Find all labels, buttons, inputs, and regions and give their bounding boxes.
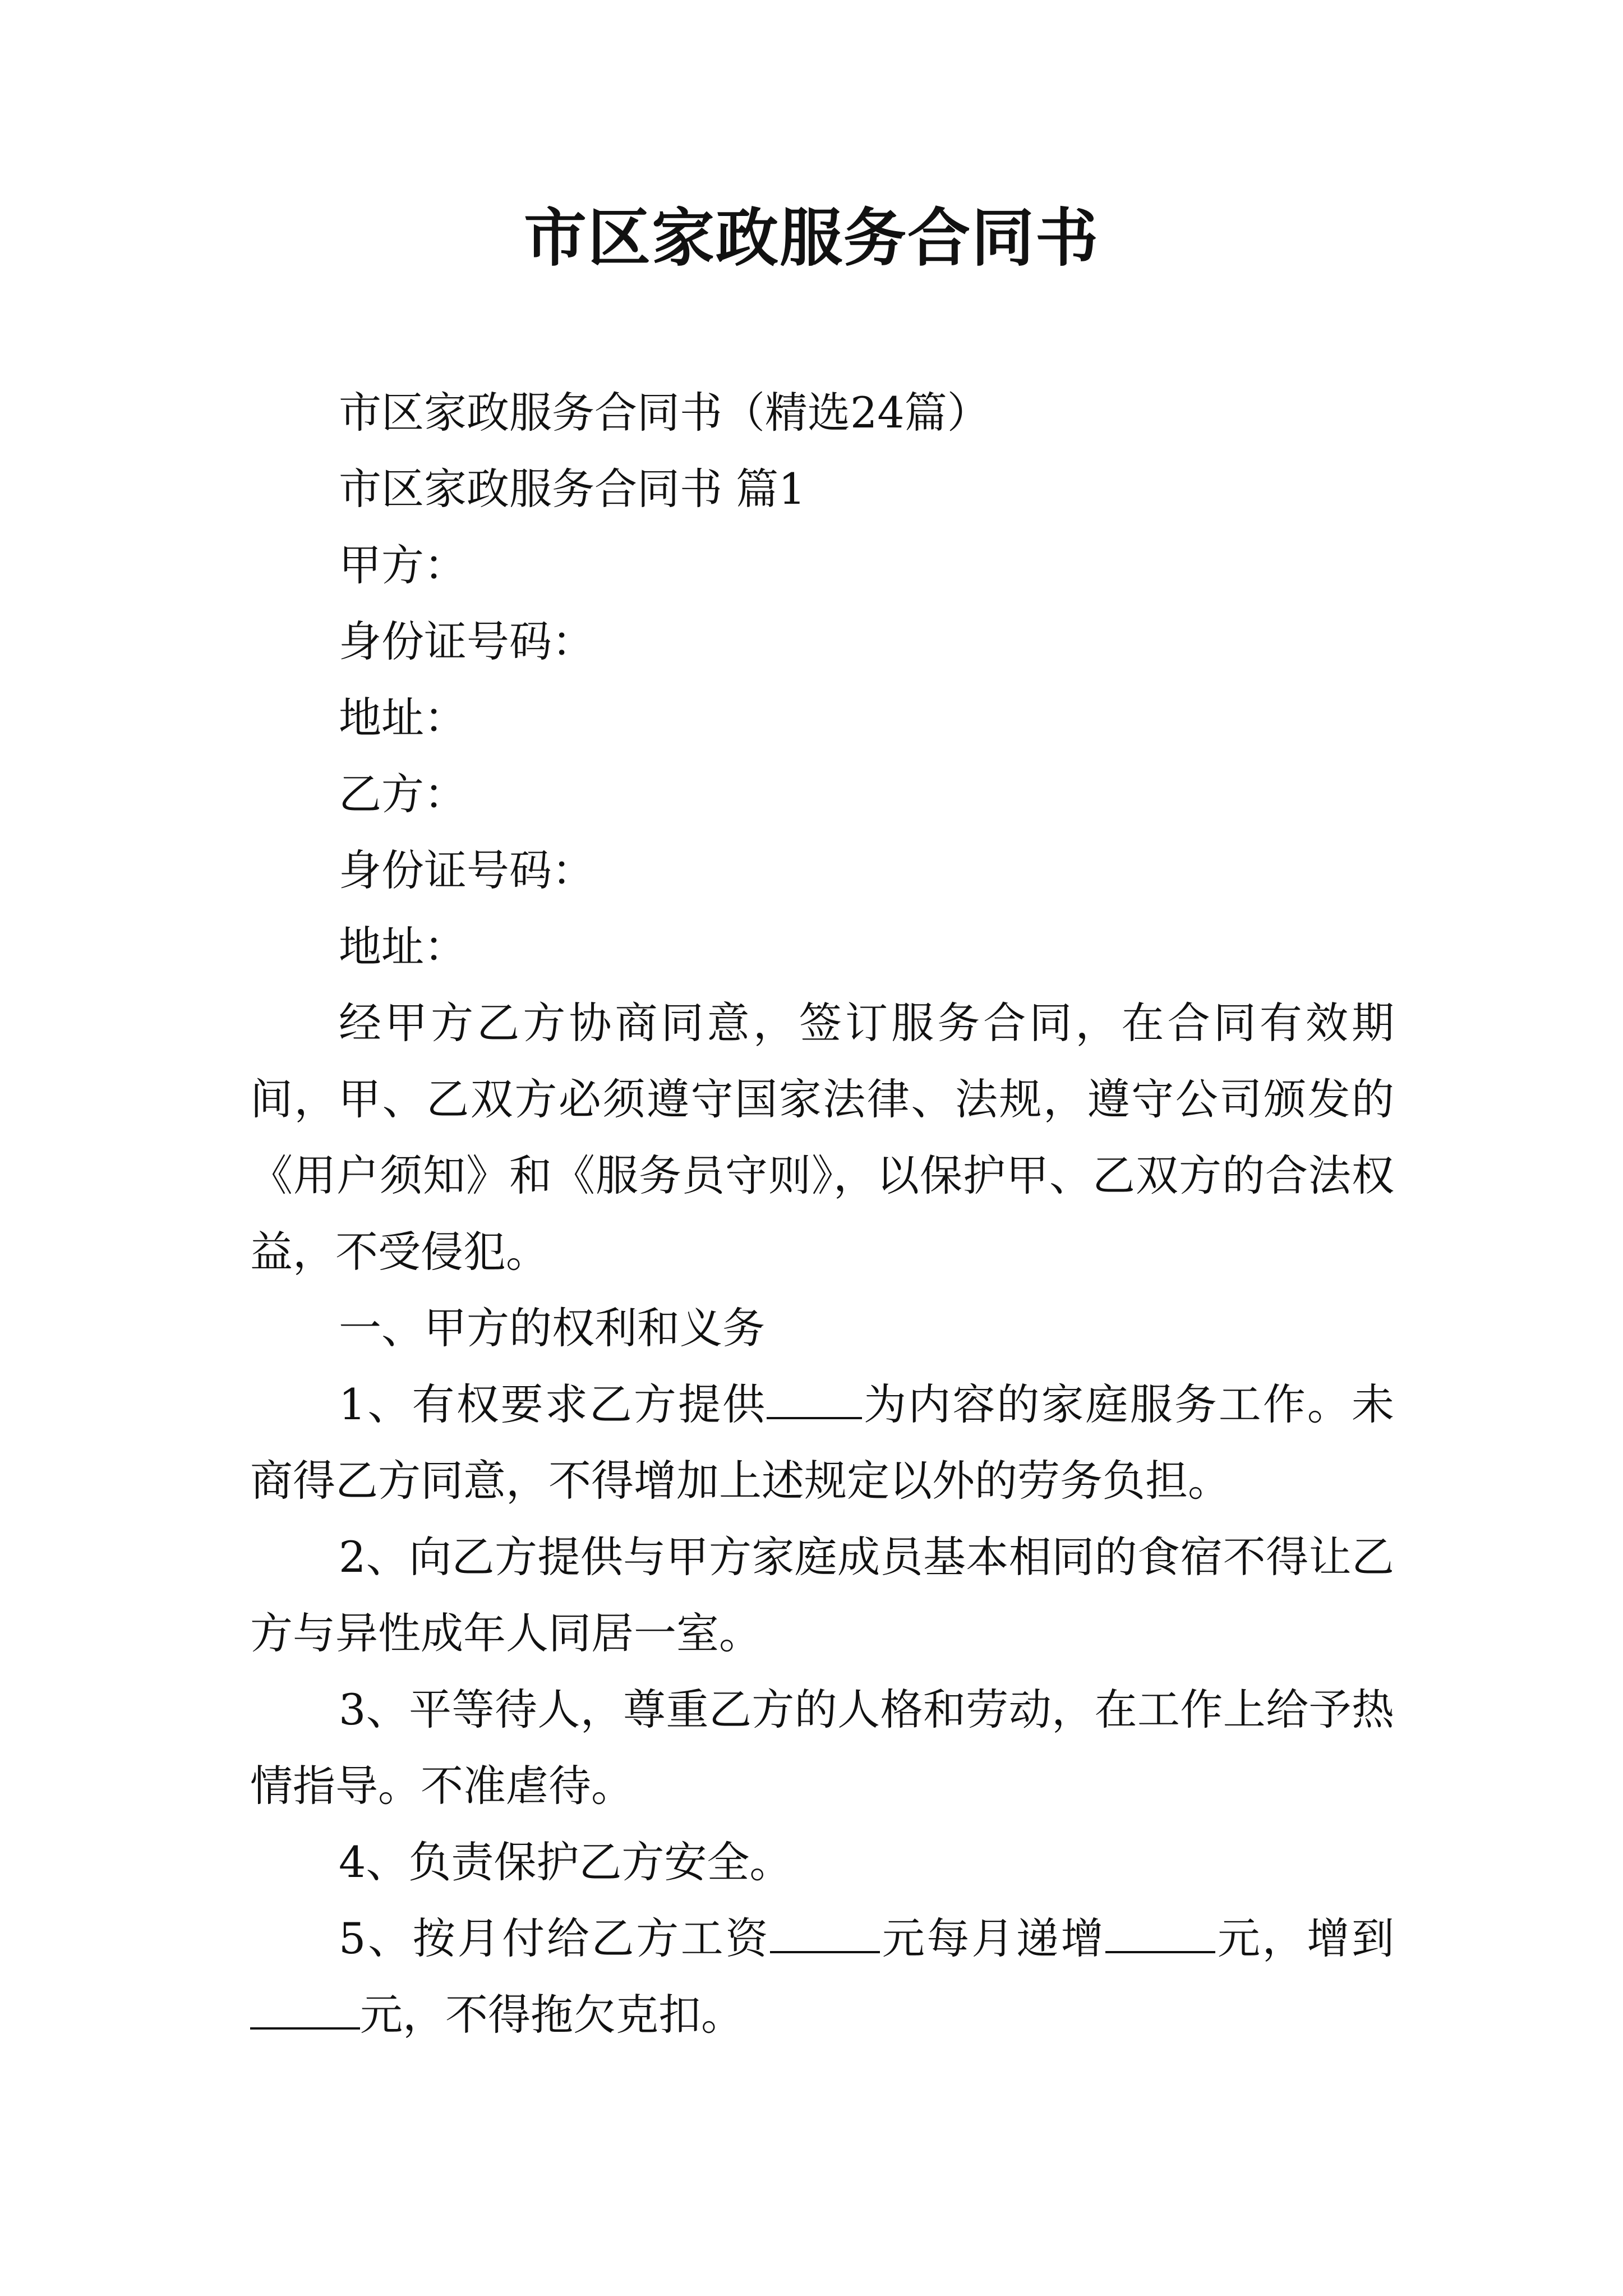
- clause-1-text-end: 为内容的家庭服务工作。未商得乙方同意，不得增加上述规定以外的劳务负担。: [250, 1379, 1395, 1506]
- blank-monthly-increase: [1105, 1908, 1215, 1953]
- paragraph-clause-2: 2、向乙方提供与甲方家庭成员基本相同的食宿不得让乙方与异性成年人同居一室。: [250, 1532, 1394, 1658]
- paragraph-section-heading: 市区家政服务合同书 篇1: [339, 464, 806, 514]
- paragraph-party-a-id: 身份证号码：: [339, 616, 594, 666]
- paragraph-preamble: 经甲方乙方协商同意，签订服务合同，在合同有效期间，甲、乙双方必须遵守国家法律、法规，遵守公司颁发的《用户须知》和《服务员守则》，以保护甲、乙双方的合法权益，不受侵犯。: [250, 998, 1394, 1277]
- clause-5-text-2: 元每月递增: [880, 1913, 1106, 1963]
- paragraph-party-a-address: 地址：: [339, 693, 467, 743]
- paragraph-party-b-address: 地址：: [339, 922, 467, 972]
- document-body: [250, 375, 1394, 2053]
- paragraph-clause-3: 3、平等待人，尊重乙方的人格和劳动，在工作上给予热情指导。不准虐待。: [250, 1685, 1394, 1811]
- clause-5-text-4: 元，不得拖欠克扣。: [360, 1990, 744, 2040]
- paragraph-clause-4: 4、负责保护乙方安全。: [339, 1837, 792, 1887]
- blank-maximum-wage: [250, 1985, 360, 2030]
- clause-1-text-start: 1、有权要求乙方提供: [339, 1379, 767, 1429]
- clause-5-text-3: 元，增到: [1215, 1913, 1395, 1963]
- paragraph-clause-5: [250, 1901, 1394, 2053]
- paragraph-party-a: 甲方：: [339, 540, 467, 590]
- paragraph-rights-heading: 一、甲方的权利和义务: [339, 1303, 765, 1353]
- clause-5-text-1: 5、按月付给乙方工资: [339, 1913, 771, 1963]
- blank-service-content: [767, 1374, 862, 1419]
- paragraph-party-b-id: 身份证号码：: [339, 845, 594, 895]
- paragraph-party-b: 乙方：: [339, 769, 467, 819]
- paragraph-subtitle: 市区家政服务合同书（精选24篇）: [339, 388, 990, 438]
- paragraph-clause-1: [250, 1366, 1394, 1519]
- blank-wage: [770, 1908, 880, 1953]
- document-title: 市区家政服务合同书: [524, 201, 1099, 275]
